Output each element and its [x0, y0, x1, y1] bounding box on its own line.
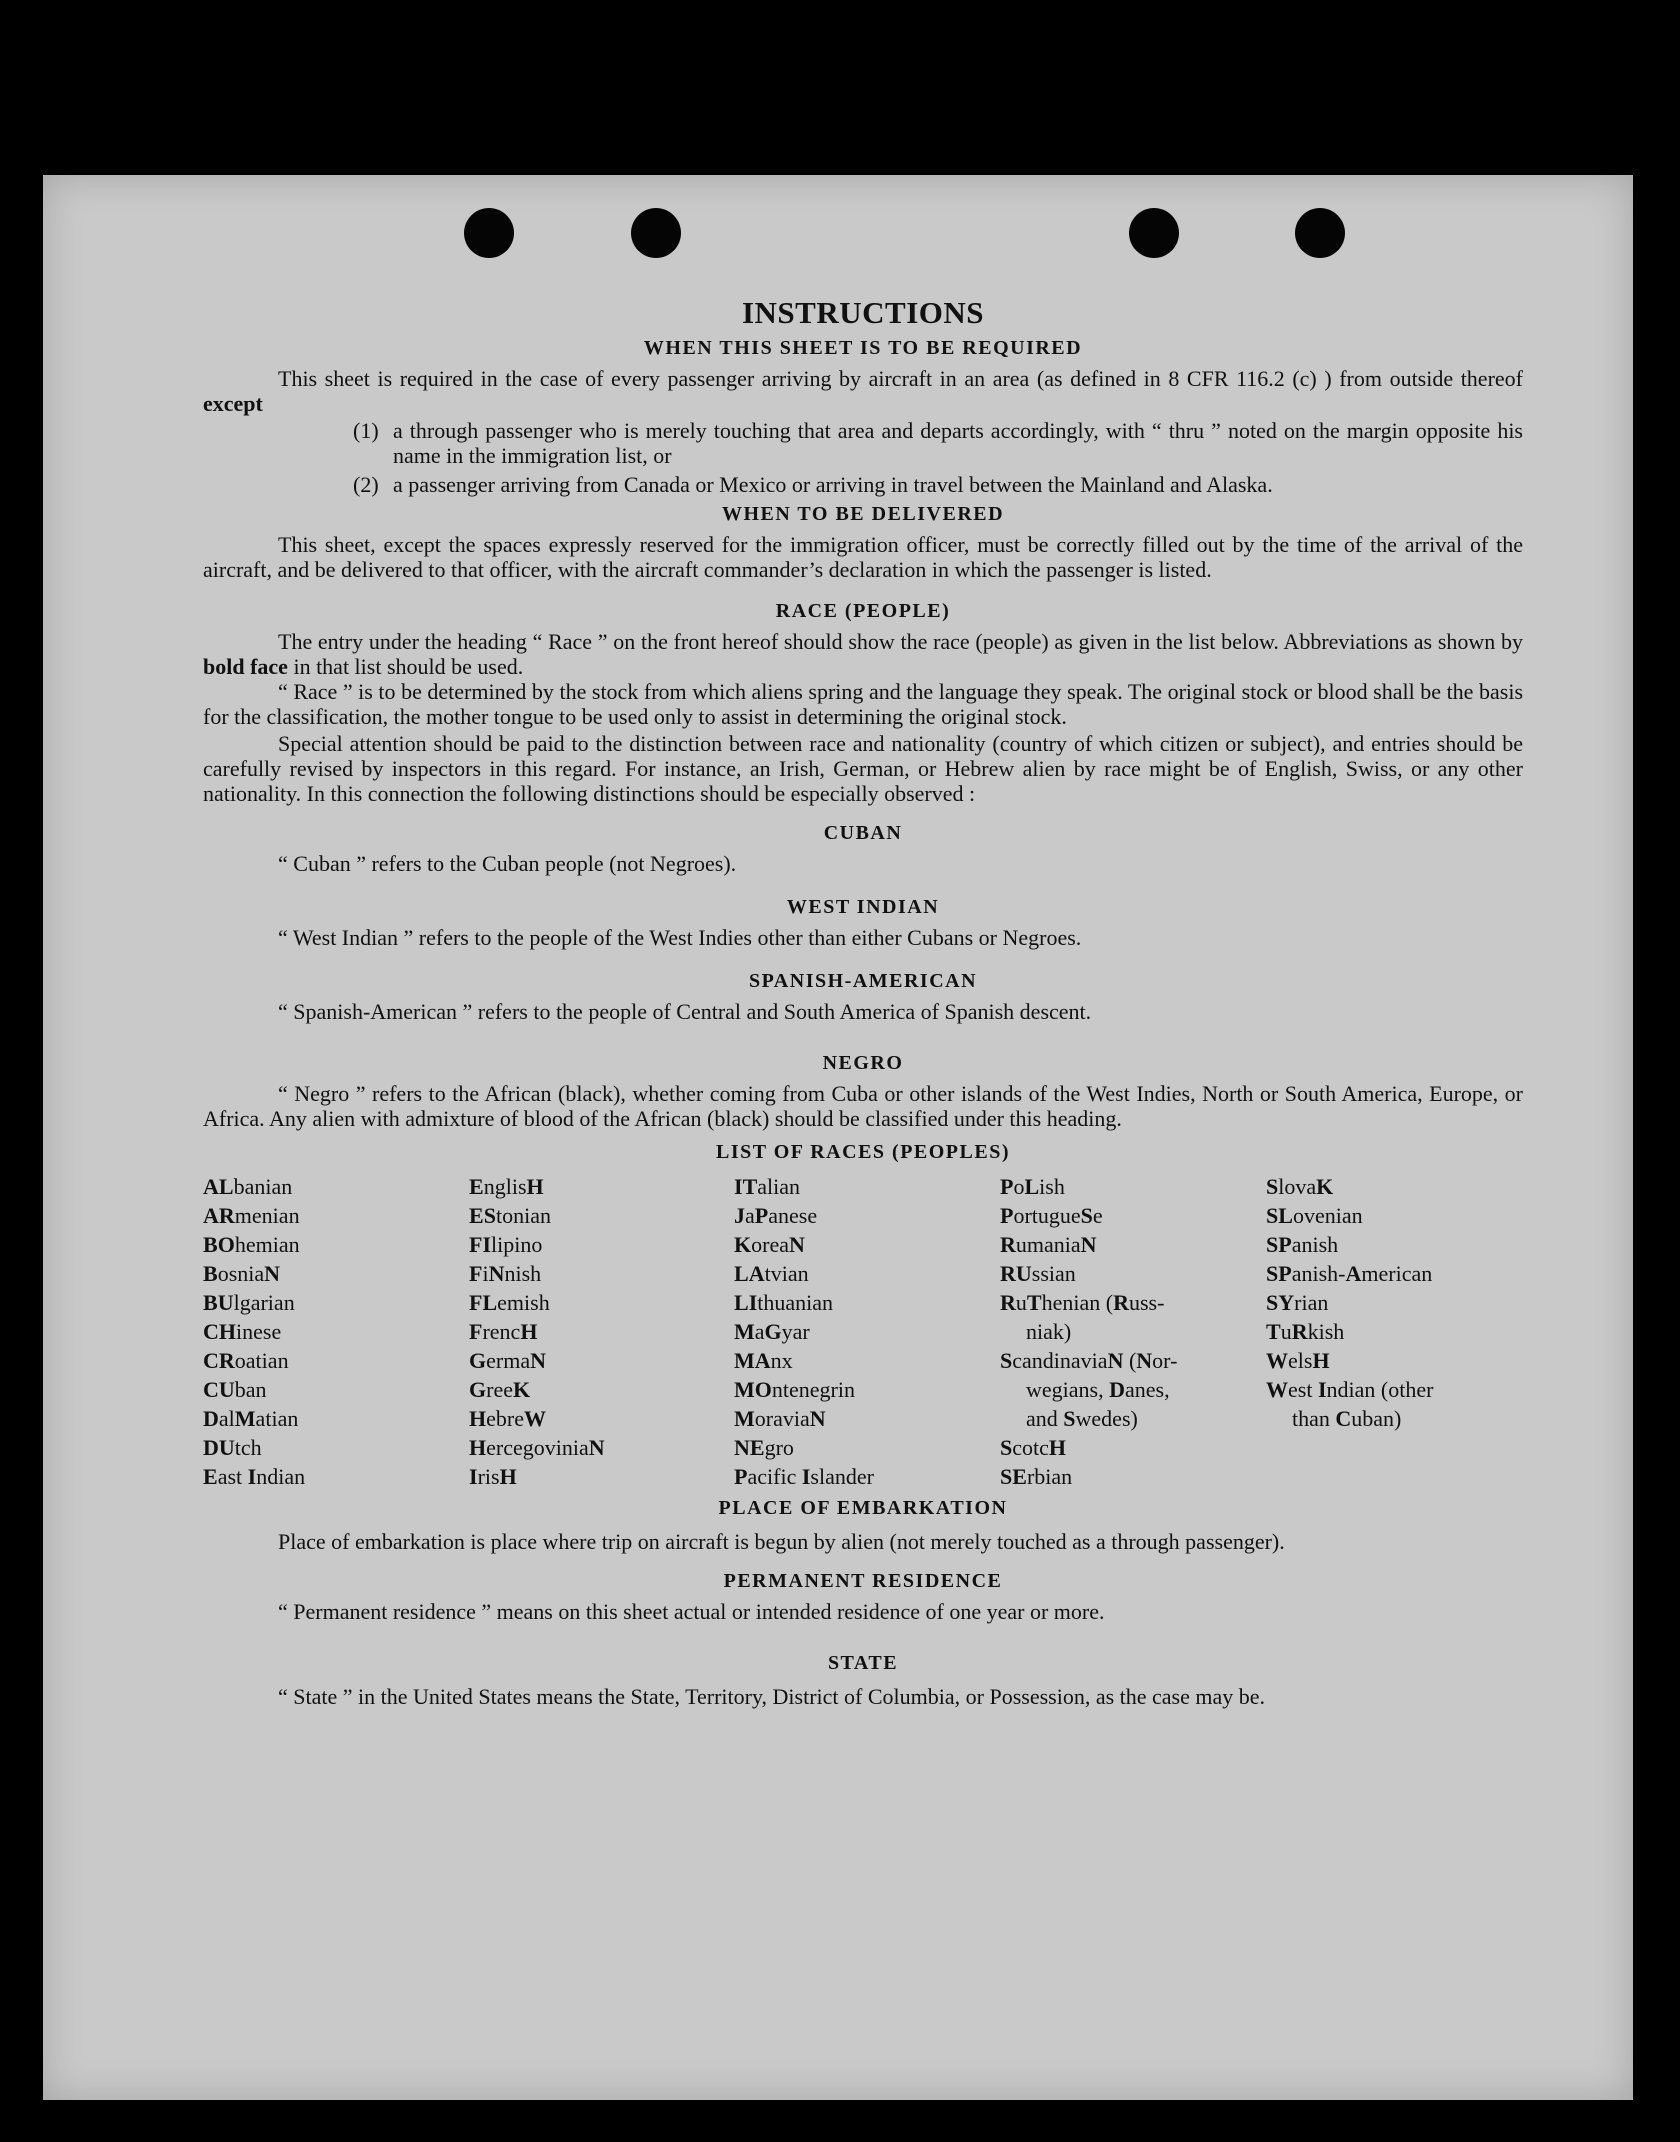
punch-hole [1295, 208, 1345, 258]
section-heading-delivered: WHEN TO BE DELIVERED [721, 503, 1005, 525]
spanish-american-text: “ Spanish-American ” refers to the people of Central and South America of Spanish descent. [278, 999, 1092, 1024]
race-item: ARmenian [203, 1203, 300, 1228]
race-item: BOhemian [203, 1232, 300, 1257]
race-item: FLemish [469, 1290, 550, 1315]
race-item: SlovaK [1266, 1174, 1334, 1199]
race-item: EStonian [469, 1203, 551, 1228]
race-item: DUtch [203, 1435, 262, 1460]
race-item: PortugueSe [1000, 1203, 1103, 1228]
race-item: BUlgarian [203, 1290, 295, 1315]
race-item: SPanish [1266, 1232, 1339, 1257]
race-item: SYrian [1266, 1290, 1329, 1315]
section-heading-cuban: CUBAN [823, 822, 903, 844]
race-item: ScandinaviaN (Nor- [1000, 1348, 1178, 1373]
race-item: HercegoviniaN [469, 1435, 605, 1460]
race-item: ALbanian [203, 1174, 293, 1199]
races-column [1266, 1172, 1531, 1491]
race-item: SErbian [1000, 1464, 1073, 1489]
cuban-text: “ Cuban ” refers to the Cuban people (not Negroes). [278, 851, 737, 876]
section-heading-west-indian: WEST INDIAN [786, 896, 940, 918]
race-item: SPanish-American [1266, 1261, 1433, 1286]
race-item: Pacific Islander [734, 1464, 874, 1489]
race-item: RumaniaN [1000, 1232, 1097, 1257]
race-paragraph: The entry under the heading “ Race ” on the front hereof should show the race (people) as given in the list below. Abbreviations as shown by bold face in that list should be used. [203, 629, 1523, 679]
race-item: FIlipino [469, 1232, 543, 1257]
race-item: BosniaN [203, 1261, 281, 1286]
race-item: EnglisH [469, 1174, 544, 1199]
section-heading-race: RACE (PEOPLE) [775, 600, 951, 622]
race-item: HebreW [469, 1406, 546, 1431]
residence-text: “ Permanent residence ” means on this sheet actual or intended residence of one year or more. [278, 1599, 1105, 1624]
race-item: West Indian (other [1266, 1377, 1434, 1402]
section-heading-residence: PERMANENT RESIDENCE [723, 1570, 1003, 1592]
exception-item: (1) a through passenger who is merely touching that area and departs accordingly, with “ thru ” noted on the margin opposite his name in the immigration list, or [353, 418, 1523, 468]
section-heading-state: STATE [827, 1652, 899, 1674]
races-list [203, 1172, 1523, 1491]
section-heading-spanish-american: SPANISH-AMERICAN [748, 970, 978, 992]
race-item: GreeK [469, 1377, 531, 1402]
state-text: “ State ” in the United States means the State, Territory, District of Columbia, or Possession, as the case may be. [278, 1684, 1266, 1709]
races-column [469, 1172, 734, 1491]
section-heading-negro: NEGRO [822, 1052, 904, 1074]
race-item: IrisH [469, 1464, 517, 1489]
race-item: JaPanese [734, 1203, 818, 1228]
required-intro: This sheet is required in the case of every passenger arriving by aircraft in an area (as defined in 8 CFR 116.2 (c) ) from outside thereof except [203, 366, 1523, 416]
race-item: WelsH [1266, 1348, 1330, 1373]
race-item: KoreaN [734, 1232, 805, 1257]
punch-hole [464, 208, 514, 258]
race-item: than Cuban) [1292, 1406, 1402, 1431]
race-item: ScotcH [1000, 1435, 1067, 1460]
section-heading-required: WHEN THIS SHEET IS TO BE REQUIRED [643, 337, 1083, 359]
race-item: wegians, Danes, [1026, 1377, 1170, 1402]
instructions-content [203, 295, 1523, 1713]
race-item: ITalian [734, 1174, 801, 1199]
west-indian-text: “ West Indian ” refers to the people of the West Indies other than either Cubans or Negroes. [278, 925, 1082, 950]
punch-hole [631, 208, 681, 258]
race-item: FrencH [469, 1319, 538, 1344]
race-item: MOntenegrin [734, 1377, 855, 1402]
race-item: MoraviaN [734, 1406, 826, 1431]
race-item: CRoatian [203, 1348, 289, 1373]
races-column [734, 1172, 1000, 1491]
document-page [43, 175, 1633, 2100]
race-item: PoLish [1000, 1174, 1065, 1199]
race-item: DalMatian [203, 1406, 299, 1431]
race-item: niak) [1026, 1319, 1072, 1344]
race-item: NEgro [734, 1435, 794, 1460]
section-heading-embarkation: PLACE OF EMBARKATION [718, 1497, 1008, 1519]
race-item: RuThenian (Russ- [1000, 1290, 1165, 1315]
race-item: East Indian [203, 1464, 306, 1489]
race-item: LAtvian [734, 1261, 809, 1286]
race-item: CUban [203, 1377, 267, 1402]
race-item: SLovenian [1266, 1203, 1363, 1228]
race-item: TuRkish [1266, 1319, 1345, 1344]
race-paragraph: “ Race ” is to be determined by the stock from which aliens spring and the language they speak. The original stock or blood shall be the basis for the classification, the mother tongue to be used only to assist in determining the original stock. [203, 679, 1523, 729]
exception-item: (2) a passenger arriving from Canada or Mexico or arriving in travel between the Mainland and Alaska. [353, 472, 1273, 497]
race-paragraph: Special attention should be paid to the distinction between race and nationality (country of which citizen or subject), and entries should be carefully revised by inspectors in this regard. For instance, an Irish, German, or Hebrew alien by race might be of English, Swiss, or any other nationality. In this connection the following distinctions should be especially observed : [203, 731, 1523, 806]
race-item: RUssian [1000, 1261, 1076, 1286]
page-title: INSTRUCTIONS [741, 295, 984, 330]
race-item: MAnx [734, 1348, 793, 1373]
embarkation-text: Place of embarkation is place where trip on aircraft is begun by alien (not merely touched as a through passenger). [278, 1529, 1285, 1554]
punch-hole [1129, 208, 1179, 258]
negro-text: “ Negro ” refers to the African (black), whether coming from Cuba or other islands of the West Indies, North or South America, Europe, or Africa. Any alien with admixture of blood of the African (black) should be classified under this heading. [203, 1081, 1523, 1131]
race-item: GermaN [469, 1348, 546, 1373]
section-heading-races: LIST OF RACES (PEOPLES) [715, 1141, 1010, 1163]
race-item: CHinese [203, 1319, 282, 1344]
delivered-text: This sheet, except the spaces expressly reserved for the immigration officer, must be correctly filled out by the time of the arrival of the aircraft, and be delivered to that officer, with the aircraft commander’s declaration in which the passenger is listed. [203, 532, 1523, 582]
races-column [1000, 1172, 1266, 1491]
race-item: MaGyar [734, 1319, 810, 1344]
race-item: FiNnish [469, 1261, 542, 1286]
race-item: and Swedes) [1026, 1406, 1138, 1431]
races-column [203, 1172, 469, 1491]
race-item: LIthuanian [734, 1290, 834, 1315]
